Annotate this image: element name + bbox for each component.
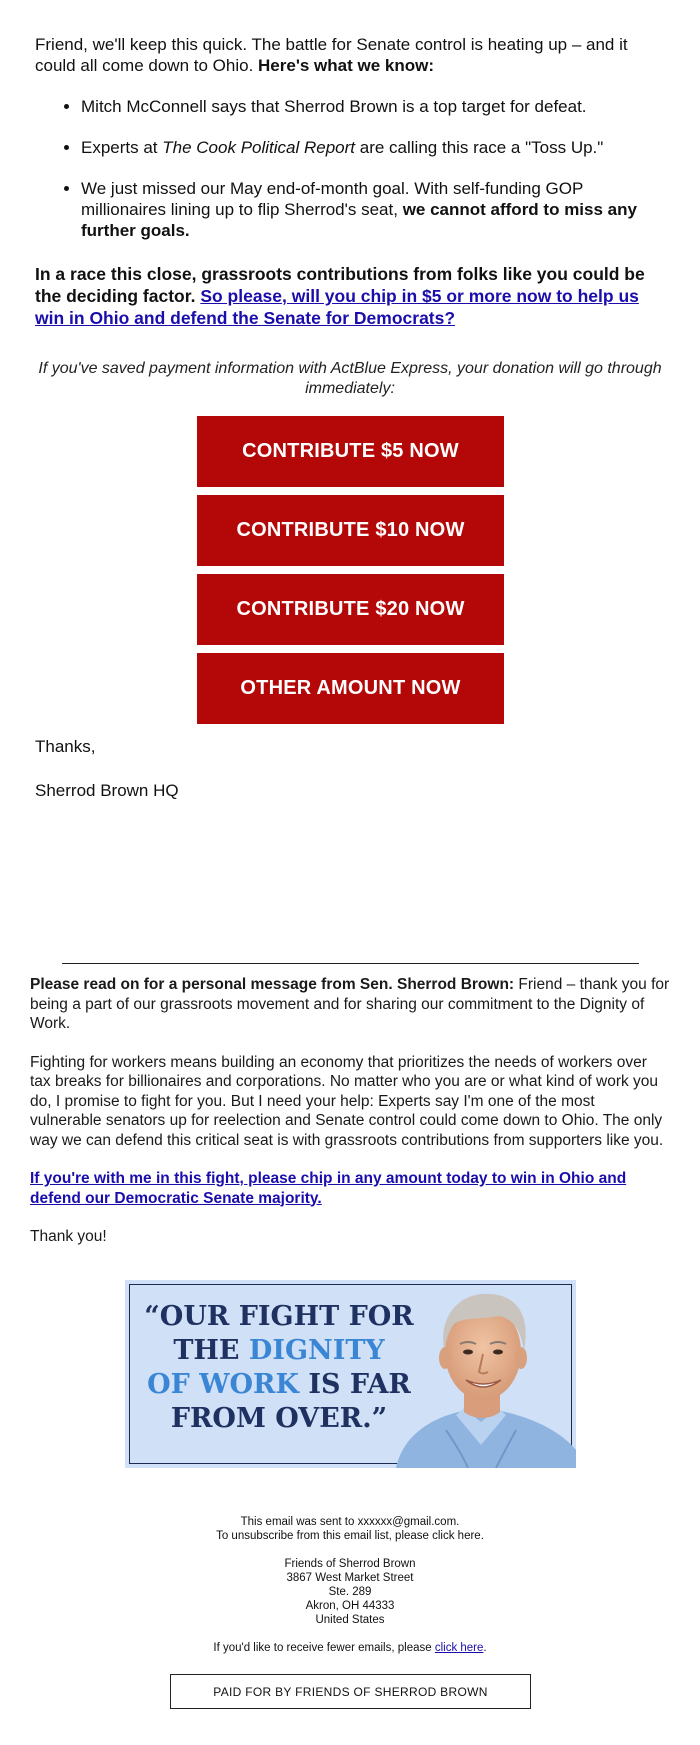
- fewer-emails-link[interactable]: click here: [434, 1642, 484, 1654]
- senator-portrait-image: [386, 1280, 576, 1468]
- personal-lead-bold: Please read on for a personal message from Sen. Sherrod Brown:: [30, 976, 515, 993]
- personal-body-paragraph: Fighting for workers means building an economy that prioritizes the needs of workers over tax breaks for billionaires and corporations. No matter who you are or what kind of work you do, I promise to fight for you. But I need your help: Experts say I'm one of the most vulnerable senators up for reelection and Senate control could come down to Ohio. The only way we can defend this critical seat is with grassroots contributions from supporters like you.: [30, 1053, 664, 1149]
- quote-text: THE: [173, 1335, 249, 1366]
- publication-name: The Cook Political Report: [162, 138, 356, 157]
- org-name: Friends of Sherrod Brown: [284, 1558, 416, 1570]
- bullet-text: Experts at: [81, 138, 163, 157]
- list-item: [81, 96, 665, 117]
- spacer: [0, 1543, 700, 1557]
- fewer-emails-period: .: [483, 1642, 487, 1654]
- bullet-text: are calling this race a "Toss Up.": [355, 138, 604, 157]
- quote-line: [139, 1368, 419, 1402]
- signoff-name: Sherrod Brown HQ: [35, 781, 179, 800]
- quote-text: IS FAR: [298, 1369, 411, 1400]
- quote-line: “OUR FIGHT FOR: [144, 1301, 414, 1332]
- address-street: 3867 West Market Street: [286, 1572, 414, 1584]
- personal-message-section: [30, 975, 670, 1266]
- list-item: [81, 178, 665, 241]
- quote-line: [139, 1334, 419, 1368]
- personal-thanks: Thank you!: [30, 1228, 107, 1245]
- section-divider: [62, 963, 639, 964]
- quote-line: FROM OVER.”: [170, 1403, 388, 1434]
- ask-bold-text: In a race this close, grassroots contributions from folks like you could be the deciding factor.: [35, 264, 645, 306]
- unsubscribe-text: To unsubscribe from this email list, please click here.: [216, 1530, 484, 1542]
- address-country: United States: [315, 1614, 385, 1626]
- personal-lead-paragraph: [30, 975, 670, 1034]
- contribute-5-button[interactable]: CONTRIBUTE $5 NOW: [197, 416, 504, 487]
- banner-quote: [139, 1300, 419, 1436]
- personal-lead-text: Friend – thank you for being a part of our grassroots movement and for sharing our commitment to the Dignity of Work.: [30, 976, 670, 1032]
- address-suite: Ste. 289: [328, 1586, 372, 1598]
- intro-bold-text: Here's what we know:: [258, 56, 434, 75]
- email-intro-section: [35, 34, 665, 329]
- signoff-thanks: Thanks,: [35, 737, 96, 756]
- email-footer: [0, 1515, 700, 1655]
- spacer: [0, 1627, 700, 1641]
- bullet-text: We just missed our May end-of-month goal. With self-funding GOP millionaires lining up to flip Sherrod's seat,: [81, 179, 584, 219]
- other-amount-button[interactable]: OTHER AMOUNT NOW: [197, 653, 504, 724]
- bullet-bold-text: we cannot afford to miss any further goals.: [81, 200, 637, 240]
- intro-paragraph: [35, 34, 665, 76]
- key-facts-list: [35, 96, 665, 241]
- chip-in-link[interactable]: If you're with me in this fight, please chip in any amount today to win in Ohio and defend our Democratic Senate majority.: [30, 1170, 627, 1207]
- dignity-of-work-banner[interactable]: [125, 1280, 576, 1468]
- personal-link-paragraph: [30, 1169, 670, 1208]
- paid-for-disclaimer: PAID FOR BY FRIENDS OF SHERROD BROWN: [170, 1674, 531, 1709]
- bullet-text: Mitch McConnell says that Sherrod Brown is a top target for defeat.: [81, 97, 587, 116]
- actblue-express-note: If you've saved payment information with ActBlue Express, your donation will go through immediately:: [38, 360, 662, 397]
- address-city: Akron, OH 44333: [305, 1600, 395, 1612]
- intro-text: Friend, we'll keep this quick. The battle for Senate control is heating up – and it could all come down to Ohio.: [35, 35, 628, 75]
- fewer-emails-label: If you'd like to receive fewer emails, please: [213, 1642, 435, 1654]
- donate-link[interactable]: So please, will you chip in $5 or more now to help us win in Ohio and defend the Senate for Democrats?: [35, 286, 639, 328]
- list-item: [81, 137, 665, 158]
- sent-to-text: This email was sent to xxxxxx@gmail.com.: [240, 1516, 460, 1528]
- contribute-10-button[interactable]: CONTRIBUTE $10 NOW: [197, 495, 504, 566]
- donation-ask-paragraph: [35, 263, 665, 329]
- quote-highlight: OF WORK: [147, 1369, 299, 1400]
- contribute-20-button[interactable]: CONTRIBUTE $20 NOW: [197, 574, 504, 645]
- quote-highlight: DIGNITY: [248, 1335, 385, 1366]
- fewer-emails-text: [0, 1641, 700, 1655]
